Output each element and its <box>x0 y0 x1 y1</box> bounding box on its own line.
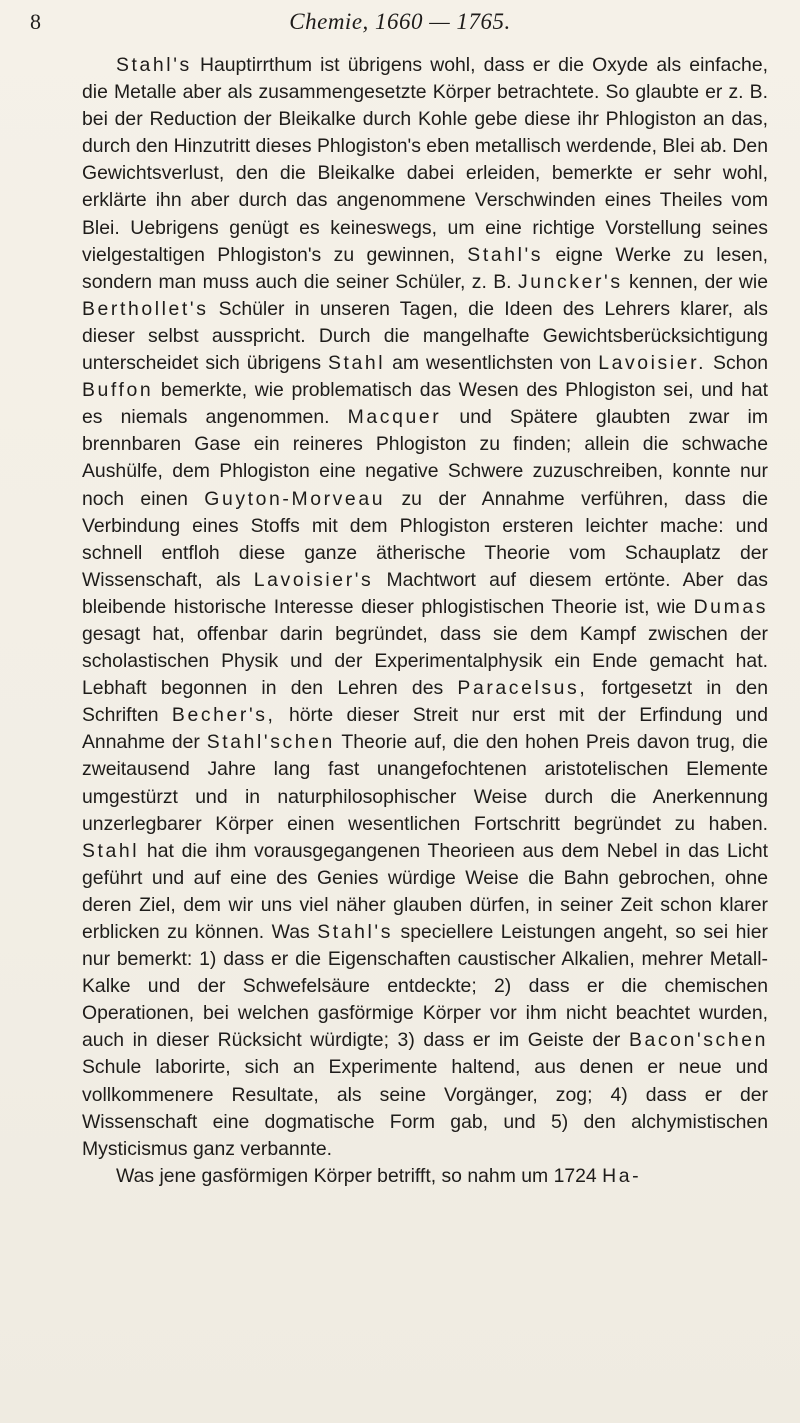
spaced-name: Stahl's <box>317 921 394 943</box>
page-number: 8 <box>30 9 41 34</box>
spaced-name: Stahl's <box>116 54 192 76</box>
text-run: Theorie auf, die den hohen Preis davon trug, die zweitausend Jahre lang fast unangefochtenen aristotelischen Elemente umgestürzt und in naturphilosophischer Weise durch die Anerkennung unzerlegbarer Körper einen wesentlichen Fortschritt begründet zu haben. <box>82 731 769 835</box>
text-run: am wesentlichsten von <box>385 352 599 375</box>
text-run: hörte dieser Streit nur erst mit der Erfindung und Annahme der <box>82 704 768 754</box>
running-header <box>30 8 770 40</box>
text-run: Was jene gasförmigen Körper betrifft, so nahm um 1724 <box>116 1164 603 1187</box>
spaced-name: Stahl's <box>467 243 544 266</box>
spaced-name: Bacon'schen <box>628 1029 768 1052</box>
text-run: Hauptirrthum ist übrigens wohl, dass er die Oxyde als einfache, die Metalle aber als zusammengesetzte Körper betrachtete. So glaubte er z. B. bei der Reduction der Bleikalke durch Kohle gebe diese ihr Phlogiston an das, durch den Hinzutritt dieses Phlogiston's eben metallisch werdende, Blei ab. Den Gewichtsverlust, den die Bleikalke dabei erleiden, bemerkte er sehr wohl, erklärte ihn aber durch das angenommene Verschwinden eines Theiles vom Blei. Uebrigens genügt es keineswegs, um eine richtige Vorstellung seines vielgestaltigen Phlogiston's zu gewinnen, <box>82 54 768 266</box>
spaced-name: Lavoisier's <box>253 568 374 591</box>
text-run: eigne Werke zu lesen, sondern man muss auch die seiner Schüler, z. B. <box>82 243 768 293</box>
text-run: bemerkte, wie problematisch das Wesen des Phlogiston sei, und hat es niemals angenommen. <box>82 379 768 429</box>
text-run: gesagt hat, offenbar darin begründet, dass sie dem Kampf zwischen der scholastischen Physik und der Experimentalphysik ein Ende gemacht hat. Lebhaft begonnen in den Lehren des <box>82 622 768 700</box>
text-run: speciellere Leistungen angeht, so sei hier nur bemerkt: 1) dass er die Eigenschaften caustischer Alkalien, mehrer Metall-Kalke und der Schwefelsäure entdeckte; 2) dass er die chemischen Operationen, bei welchen gasförmige Körper vor ihm nicht beachtet wurden, auch in dieser Rücksicht würdigte; 3) dass er im Geiste der <box>82 921 768 1052</box>
spaced-name: Stahl <box>82 839 140 862</box>
spaced-name: Dumas <box>693 595 768 618</box>
running-title: Chemie, 1660 — 1765. <box>289 9 511 34</box>
spaced-name: Buffon <box>82 379 154 402</box>
text-run: kennen, der wie <box>622 270 768 293</box>
text-run: Schon <box>706 352 769 375</box>
spaced-name: Becher's, <box>171 704 276 727</box>
text-run: Schüler in unseren Tagen, die Ideen des Lehrers klarer, als dieser selbst ausspricht. Durch die mangelhafte Gewichtsberücksichtigung unterscheidet sich übrigens <box>82 297 768 375</box>
spaced-name: Stahl <box>328 352 386 375</box>
spaced-name: Stahl'schen <box>206 731 335 754</box>
text-run: Schule laborirte, sich an Experimente haltend, aus denen er neue und vollkommenere Resultate, als seine Vorgänger, zog; 4) dass er der Wissenschaft eine dogmatische Form gab, und 5) den alchymistischen Mysticismus ganz verbannte. <box>82 1056 768 1160</box>
spaced-name: Berthollet's <box>82 297 209 320</box>
text-run: zu der Annahme verführen, dass die Verbindung eines Stoffs mit dem Phlogiston ersteren leichter mache: und schnell entfloh diese ganze ätherische Theorie vom Schauplatz der Wissenschaft, als <box>82 487 768 591</box>
paragraph <box>82 52 768 1163</box>
body-text <box>82 52 768 1190</box>
text-run: und Spätere glaubten zwar im brennbaren Gase ein reineres Phlogiston zu finden; allein die schwache Aushülfe, dem Phlogiston eine negative Schwere zuzuschreiben, konnte nur noch einen <box>82 406 768 510</box>
spaced-name: Ha- <box>602 1164 642 1187</box>
spaced-name: Macquer <box>347 406 442 429</box>
spaced-name: Paracelsus, <box>457 677 588 700</box>
spaced-name: Lavoisier. <box>598 352 707 375</box>
text-run: hat die ihm vorausgegangenen Theorieen aus dem Nebel in das Licht geführt und auf eine des Genies würdige Weise die Bahn gebrochen, ohne deren Ziel, dem wir uns viel näher glauben dürfen, in seiner Zeit schon klarer erblicken zu können. Was <box>82 839 768 943</box>
paragraph <box>82 1163 768 1190</box>
text-run: fortgesetzt in den Schriften <box>82 677 768 727</box>
spaced-name: Juncker's <box>517 270 623 293</box>
spaced-name: Guyton-Morveau <box>204 487 386 510</box>
text-run: Machtwort auf diesem ertönte. Aber das bleibende historische Interesse dieser phlogistischen Theorie ist, wie <box>82 568 768 618</box>
